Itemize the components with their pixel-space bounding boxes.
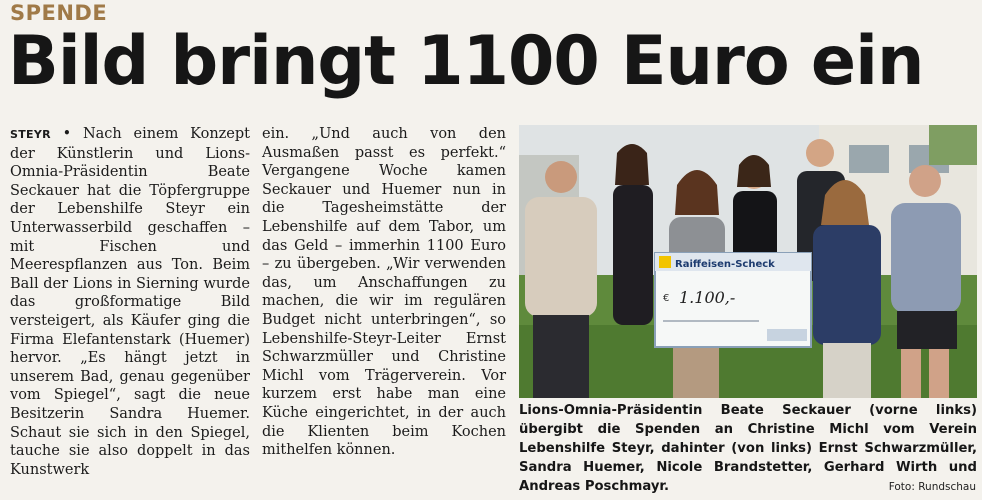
photo-caption: Lions-Omnia-Präsidentin Beate Seckauer (vorne links) übergibt die Spenden an Christine Michl vom Verein Lebenshilfe Steyr, dahinter (von links) Ernst Schwarzmüller, Sandra Huemer, Nicole Brandstetter, Gerhard Wirth und Andreas Poschmayr. xyxy=(519,403,977,494)
article-photo xyxy=(519,125,977,398)
person-sandra xyxy=(613,144,653,325)
cheque xyxy=(655,253,811,347)
body-text-1: Nach einem Konzept der Künstlerin und Lions-Omnia-Präsidentin Beate Seckauer hat die Töpfergruppe der Lebenshilfe Steyr ein Unterwasserbild geschaffen – mit Fischen und Meerespflanzen aus Ton. Beim Ball der Lions in Sierning wurde das großformatige Bild versteigert, als Käufer ging die Firma Elefantenstark (Huemer) hervor. „Es hängt jetzt in unserem Bad, genau gegenüber vom Spiegel“, sagt die neue Besitzerin Sandra Huemer. Schaut sie sich in den Spiegel, tauche sie also doppelt in das Kunstwerk xyxy=(10,126,250,478)
cheque-currency: € xyxy=(663,293,670,304)
article-column-1 xyxy=(10,125,250,479)
headline: Bild bringt 1100 Euro ein xyxy=(8,22,924,101)
dateline-bullet: • xyxy=(50,126,83,142)
cheque-amount: 1.100,- xyxy=(679,288,736,307)
kicker: SPENDE xyxy=(10,1,108,25)
cheque-title: Raiffeisen-Scheck xyxy=(675,259,775,270)
article-column-2 xyxy=(262,125,506,460)
body-text-2: ein. „Und auch von den Ausmaßen passt es perfekt.“ Vergangene Woche kamen Seckauer und Huemer nun in die Tagesheimstätte der Lebenshilfe auf dem Tabor, um das Geld – immerhin 1100 Euro – zu übergeben. „Wir verwenden das, um Anschaffungen zu machen, die wir im regulären Budget nicht unterbringen“, so Lebenshilfe-Steyr-Leiter Ernst Schwarzmüller und Christine Michl vom Trägerverein. Vor kurzem erst habe man eine Küche eingerichtet, in der auch die Klienten beim Kochen mithelfen können. xyxy=(262,126,506,459)
dateline: STEYR xyxy=(10,128,51,141)
photo-credit: Foto: Rundschau xyxy=(888,481,976,493)
